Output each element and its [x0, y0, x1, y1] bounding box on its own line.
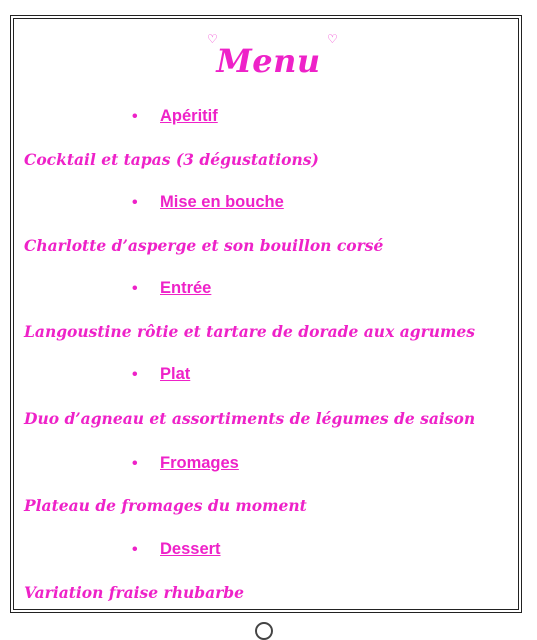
bullet-icon: •	[132, 194, 138, 211]
section-heading-aperitif	[132, 107, 218, 126]
section-link-dessert[interactable]: Dessert	[160, 540, 221, 558]
bullet-icon: •	[132, 366, 138, 383]
bullet-icon: •	[132, 280, 138, 297]
section-link-fromages[interactable]: Fromages	[160, 454, 239, 472]
section-heading-mise-en-bouche	[132, 193, 284, 212]
section-link-mise-en-bouche[interactable]: Mise en bouche	[160, 193, 284, 211]
dish-dessert: Variation fraise rhubarbe	[24, 583, 244, 602]
bullet-icon: •	[132, 108, 138, 125]
bullet-icon: •	[132, 541, 138, 558]
menu-title: Menu	[216, 42, 321, 80]
page-corner-mark-icon	[255, 622, 273, 640]
section-heading-entree	[132, 279, 211, 298]
heart-right-icon: ♡	[327, 32, 338, 46]
menu-border-frame	[10, 15, 522, 613]
section-heading-plat	[132, 365, 190, 384]
section-link-plat[interactable]: Plat	[160, 365, 191, 383]
dish-aperitif: Cocktail et tapas (3 dégustations)	[24, 150, 319, 169]
section-heading-dessert	[132, 540, 221, 559]
heart-left-icon: ♡	[207, 32, 218, 46]
section-link-aperitif[interactable]: Apéritif	[160, 107, 218, 125]
section-heading-fromages	[132, 454, 239, 473]
dish-entree: Langoustine rôtie et tartare de dorade aux agrumes	[24, 322, 476, 341]
dish-mise-en-bouche: Charlotte d’asperge et son bouillon corsé	[24, 236, 384, 255]
section-link-entree[interactable]: Entrée	[160, 279, 212, 297]
bullet-icon: •	[132, 455, 138, 472]
dish-fromages: Plateau de fromages du moment	[24, 496, 307, 515]
title-row	[0, 42, 537, 80]
dish-plat: Duo d’agneau et assortiments de légumes de saison	[24, 409, 476, 428]
